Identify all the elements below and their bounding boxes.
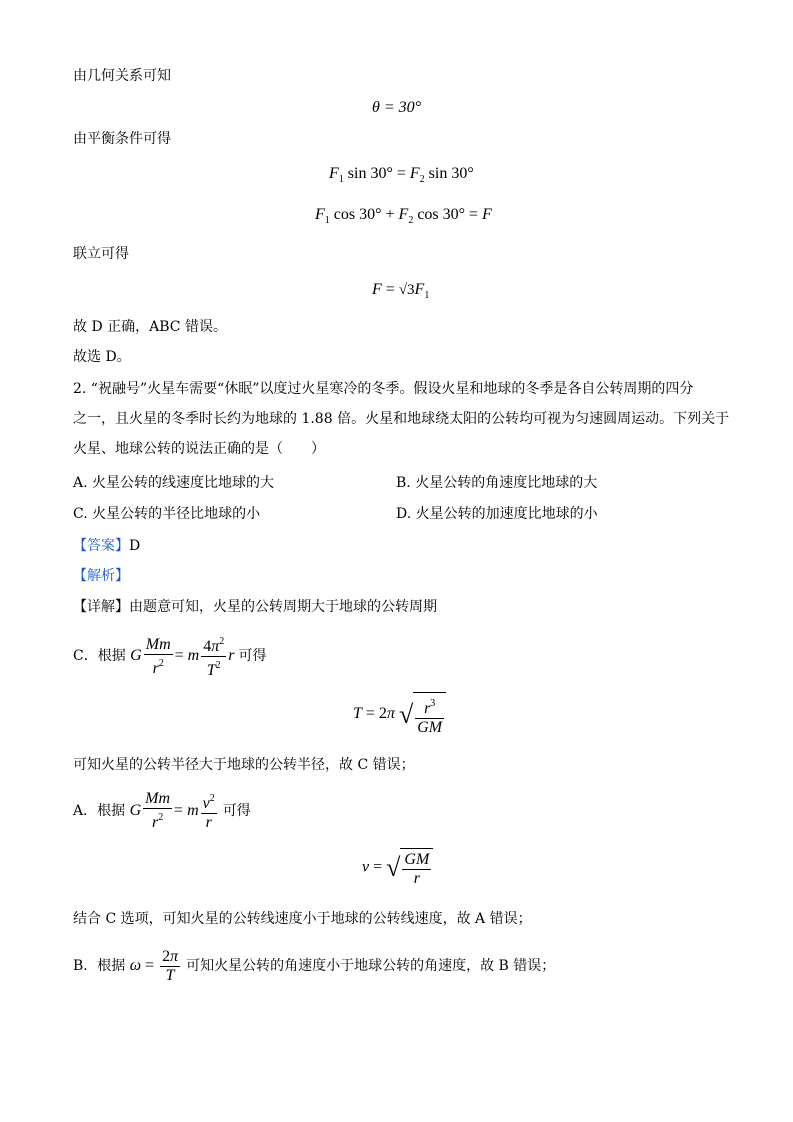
option-a: A. 火星公转的线速度比地球的大	[73, 475, 275, 491]
answer-label: 【答案】	[73, 538, 129, 554]
question-line-1: 2. “祝融号”火星车需要“休眠”以度过火星寒冷的冬季。假设火星和地球的冬季是各自公转周期的四分	[73, 381, 694, 397]
equation-period: T = 2π √ $\frac{r^3}{GM}$	[353, 692, 446, 737]
detail-a-conclusion: 结合 C 选项，可知火星的公转线速度小于地球的公转线速度，故 A 错误；	[73, 911, 532, 927]
equation-theta: θ = 30°	[372, 99, 422, 116]
detail-c-conclusion: 可知火星的公转半径大于地球的公转半径，故 C 错误；	[73, 757, 415, 773]
analysis-label: 【解析】	[73, 568, 129, 584]
text-conclusion-2: 故选 D。	[73, 349, 131, 365]
text-conclusion-1: 故 D 正确，ABC 错误。	[73, 319, 227, 335]
equation-sin-balance: $F_1$ $\sin 30^\circ = F_2$ sin 30°	[329, 165, 474, 185]
option-c: C. 火星公转的半径比地球的小	[73, 506, 261, 522]
equation-F-result: $F = √3F_1$	[372, 281, 430, 301]
option-d: D. 火星公转的加速度比地球的小	[396, 506, 598, 522]
equation-cos-balance: $F_1$ $\cos 30^\circ + F_2$ cos 30° = F	[315, 206, 492, 226]
text-balance: 由平衡条件可得	[73, 131, 171, 147]
equation-velocity: v = √ $\frac{GM}{r}$	[362, 848, 433, 888]
text-geometry: 由几何关系可知	[73, 68, 171, 84]
option-b: B. 火星公转的角速度比地球的大	[396, 475, 598, 491]
answer-line	[73, 537, 140, 555]
answer-value: D	[129, 538, 141, 554]
question-line-3: 火星、地球公转的说法正确的是（ ）	[73, 441, 325, 457]
question-line-2: 之一，且火星的冬季时长约为地球的 1.88 倍。火星和地球绕太阳的公转均可视为匀速圆周运动。下列关于	[73, 411, 730, 427]
detail-intro: 【详解】由题意可知，火星的公转周期大于地球的公转周期	[73, 599, 437, 615]
detail-a-line: A．根据 G $\frac{Mm}{r^2}$ = m $\frac{v^2}{r}$ 可得	[73, 790, 251, 832]
text-combine: 联立可得	[73, 246, 129, 262]
detail-c-line: C．根据 G $\frac{Mm}{r^2}$ = m $\frac{4\pi^2}{T^2}$ r 可得	[73, 633, 266, 680]
detail-b-line: B．根据 ω = $\frac{2\pi}{T}$ 可知火星公转的角速度小于地球公转的角速度，故 B 错误；	[73, 947, 556, 984]
